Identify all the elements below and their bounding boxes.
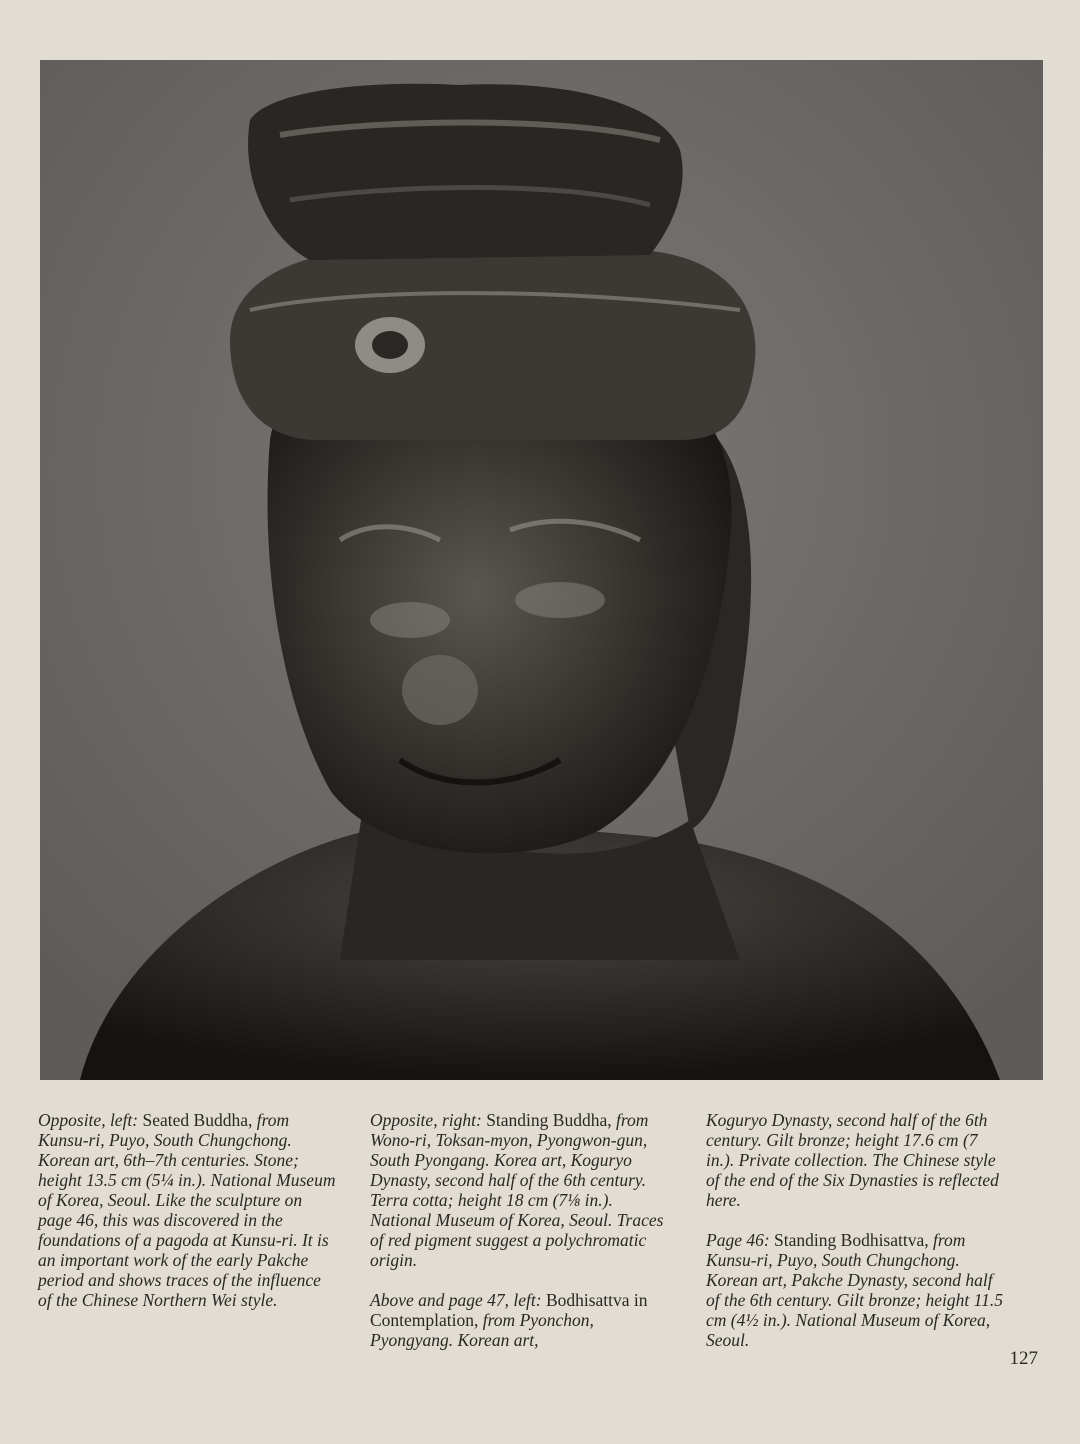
caption-lead: Page 46: xyxy=(706,1230,770,1250)
caption-lead: Above and page 47, left: xyxy=(370,1290,542,1310)
caption-title: Seated Buddha, xyxy=(138,1110,253,1130)
caption-column-1 xyxy=(38,1110,338,1330)
captions xyxy=(38,1110,1042,1400)
caption-body: from Wono-ri, Toksan-myon, Pyongwon-gun, South Pyongang. Korea art, Koguryo Dynasty, second half of the 6th century. Terra cotta; height 18 cm (7⅛ in.). National Museum of Korea, Seoul. Traces of red pigment suggest a polychromatic origin. xyxy=(370,1110,664,1270)
caption-title: Standing Bodhisattva, xyxy=(769,1230,929,1250)
caption-body: Koguryo Dynasty, second half of the 6th century. Gilt bronze; height 17.6 cm (7 in.). Private collection. The Chinese style of the end of the Six Dynasties is reflected here. xyxy=(706,1110,999,1210)
caption-body: from Kunsu-ri, Puyo, South Chungchong. Korean art, Pakche Dynasty, second half of the 6th century. Gilt bronze; height 11.5 cm (4½ in.). National Museum of Korea, Seoul. xyxy=(706,1230,1003,1350)
caption-body: from Kunsu-ri, Puyo, South Chungchong. Korean art, 6th–7th centuries. Stone; height 13.5 cm (5¼ in.). National Museum of Korea, Seoul. Like the sculpture on page 46, this was discovered in the foundations of a pagoda at Kunsu-ri. It is an important work of the early Pakche period and shows traces of the influence of the Chinese Northern Wei style. xyxy=(38,1110,336,1310)
caption-lead: Opposite, left: xyxy=(38,1110,139,1130)
caption-standing-bodhisattva xyxy=(706,1230,1006,1350)
caption-column-2 xyxy=(370,1110,670,1370)
caption-continued xyxy=(706,1110,1006,1210)
caption-column-3 xyxy=(706,1110,1006,1370)
page-number: 127 xyxy=(1009,1348,1038,1369)
caption-standing-buddha xyxy=(370,1110,670,1270)
statue-photograph xyxy=(40,60,1043,1080)
caption-seated-buddha xyxy=(38,1110,338,1310)
caption-title: Standing Buddha, xyxy=(481,1110,612,1130)
caption-body: from Pyonchon, Pyongyang. Korean art, xyxy=(370,1310,594,1350)
caption-bodhisattva-contemplation xyxy=(370,1290,670,1350)
caption-title: Bodhisattva in Contemplation, xyxy=(370,1290,648,1330)
caption-lead: Opposite, right: xyxy=(370,1110,482,1130)
